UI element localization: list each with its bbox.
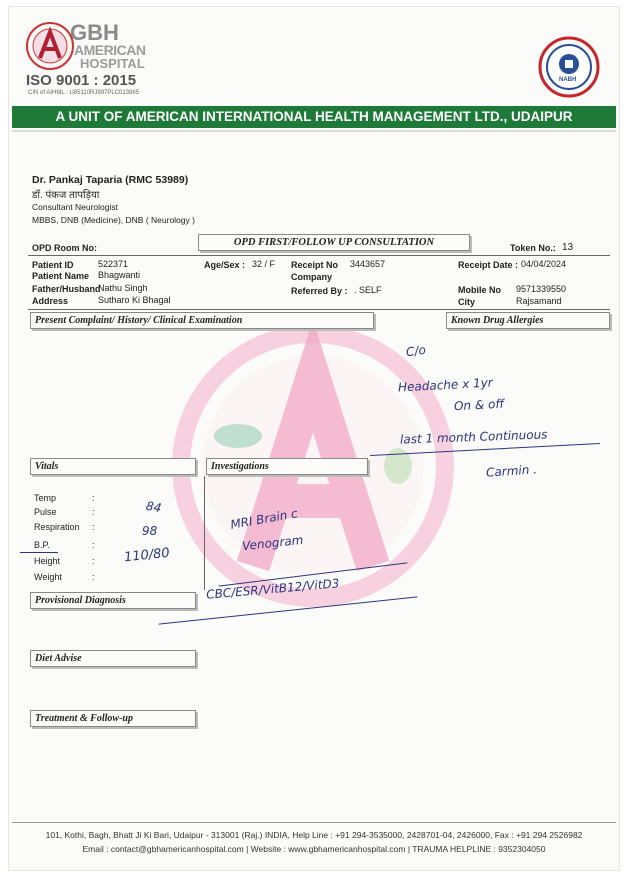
referred-value: . SELF [354, 285, 382, 295]
complaint-section-header: Present Complaint/ History/ Clinical Examination [30, 312, 374, 329]
logo-american: AMERICAN [74, 42, 146, 58]
handwriting-bp: 110/80 [123, 545, 171, 566]
patient-divider [28, 309, 610, 310]
handwriting-co: C/o [405, 342, 427, 360]
cin-label: CIN of AIHML : U85110RJ997PLC013965 [28, 90, 140, 96]
father-label: Father/Husband [32, 284, 101, 294]
vital-temp-label: Temp [34, 493, 57, 503]
nabh-label: NABH [559, 77, 577, 83]
referred-label: Referred By : [291, 286, 348, 296]
vital-bp-colon: : [92, 540, 95, 550]
footer-divider [12, 822, 616, 823]
vital-bp-label: B.P. [34, 540, 50, 550]
handwriting-inv2: Venogram [241, 532, 305, 554]
vital-pulse-colon: : [92, 507, 95, 517]
token-value: 13 [562, 242, 574, 253]
opd-divider [28, 255, 610, 256]
vital-respiration-label: Respiration [34, 522, 80, 532]
footer-address: 101, Kothi, Bagh, Bhatt Ji Ki Bari, Udaipur - 313001 (Raj.) INDIA, Help Line : +91 294-3535000, 2428701-04, 2426000, Fax : +91 294 2526982 [45, 830, 583, 840]
logo-hospital: HOSPITAL [80, 56, 145, 71]
form-title: OPD FIRST/FOLLOW UP CONSULTATION [198, 234, 470, 251]
vital-resp-colon: : [92, 522, 95, 532]
doctor-degrees: MBBS, DNB (Medicine), DNB ( Neurology ) [32, 215, 195, 225]
vital-height-label: Height [34, 556, 61, 566]
handwriting-line4: Carmin . [485, 462, 538, 480]
handwriting-resp: 98 [142, 524, 158, 538]
bp-mark [20, 552, 58, 553]
age-sex-label: Age/Sex : [204, 260, 246, 270]
receipt-no-value: 3443657 [350, 259, 386, 269]
doctor-name-hindi: डॉ. पंकज तापड़िया [32, 190, 100, 201]
treatment-section-header: Treatment & Follow-up [30, 710, 196, 727]
handwriting-line2: On & off [453, 396, 505, 414]
hospital-banner: A UNIT OF AMERICAN INTERNATIONAL HEALTH MANAGEMENT LTD., UDAIPUR [12, 106, 616, 128]
doctor-name: Dr. Pankaj Taparia (RMC 53989) [32, 174, 189, 186]
receipt-date-label: Receipt Date : [458, 260, 519, 270]
iso-label: ISO 9001 : 2015 [26, 72, 137, 89]
city-value: Rajsamand [516, 296, 562, 306]
vital-pulse-label: Pulse [34, 507, 57, 517]
city-label: City [458, 297, 476, 307]
banner-underline [12, 130, 616, 132]
company-label: Company [291, 272, 333, 282]
handwriting-inv1: MRI Brain c [229, 506, 299, 532]
nabh-seal-icon [538, 36, 600, 98]
father-value: Nathu Singh [98, 283, 148, 293]
receipt-date-value: 04/04/2024 [521, 259, 567, 269]
vitals-section-header: Vitals [30, 458, 196, 475]
mobile-value: 9571339550 [516, 284, 567, 294]
handwriting-line3: last 1 month Continuous [399, 427, 548, 447]
prescription-page [8, 6, 620, 871]
vital-weight-label: Weight [34, 572, 62, 582]
address-label: Address [32, 296, 69, 306]
allergies-section-header: Known Drug Allergies [446, 312, 610, 329]
handwriting-inv3: CBC/ESR/VitB12/VitD3 [205, 576, 340, 602]
patient-name-value: Bhagwanti [98, 270, 141, 280]
vital-height-colon: : [92, 556, 95, 566]
handwriting-line1: Headache x 1yr [397, 375, 494, 395]
investigations-section-header: Investigations [206, 458, 368, 475]
patient-name-label: Patient Name [32, 271, 90, 281]
doctor-title: Consultant Neurologist [32, 202, 118, 212]
receipt-no-label: Receipt No [291, 260, 339, 270]
address-value: Sutharo Ki Bhagal [98, 295, 171, 305]
mobile-label: Mobile No [458, 285, 501, 295]
vitals-divider [204, 476, 205, 590]
diet-section-header: Diet Advise [30, 650, 196, 667]
footer-contact: Email : contact@gbhamericanhospital.com | Website : www.gbhamericanhospital.com | TRAUMA HELPLINE : 9352304050 [82, 844, 546, 854]
token-label: Token No.: [510, 243, 556, 253]
logo-gbh: GBH [70, 20, 119, 45]
age-sex-value: 32 / F [252, 259, 276, 269]
patient-id-value: 522371 [98, 259, 129, 269]
vital-weight-colon: : [92, 572, 95, 582]
patient-id-label: Patient ID [32, 260, 74, 270]
vital-temp-colon: : [92, 493, 95, 503]
hospital-logo-icon [24, 20, 76, 72]
provisional-section-header: Provisional Diagnosis [30, 592, 196, 609]
handwriting-pulse: 84 [144, 498, 163, 516]
opd-room-label: OPD Room No: [32, 243, 97, 253]
